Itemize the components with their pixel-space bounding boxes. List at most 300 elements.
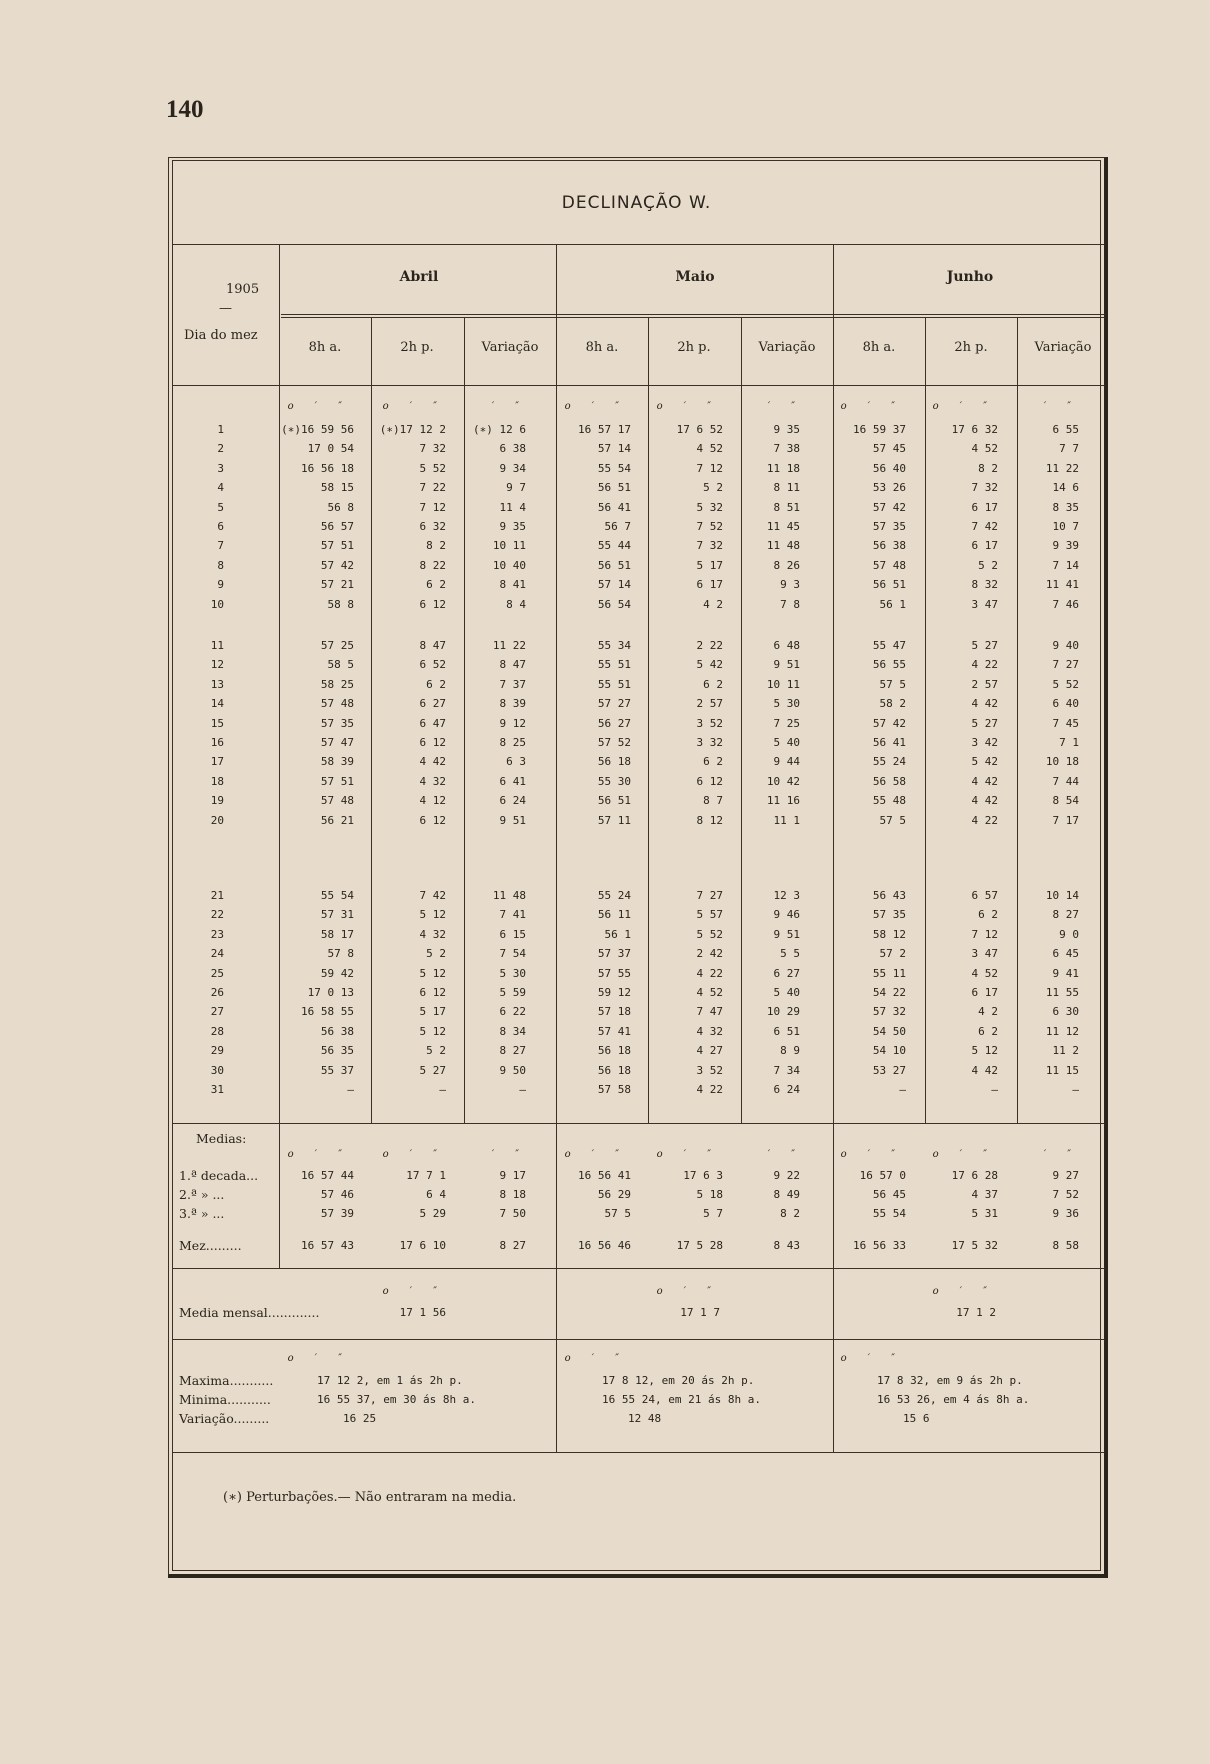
table-cell: 6 12	[419, 986, 446, 999]
table-cell: 55 37	[320, 1063, 354, 1077]
table-cell: 8 41	[499, 578, 526, 592]
unit-marks: o ′ ″	[656, 401, 720, 412]
table-cell: 6 2	[426, 677, 446, 691]
day-number: 29	[210, 1044, 224, 1058]
table-cell: 57 27	[597, 697, 631, 711]
table-cell: 57 42	[320, 558, 354, 572]
header-rule	[173, 244, 1105, 245]
table-cell: 7 41	[499, 908, 526, 922]
media-mensal-value: 17 1 56	[399, 1306, 446, 1319]
table-cell: 8 47	[419, 639, 446, 652]
footnote: (∗) Perturbações.— Não entraram na media.	[223, 1490, 517, 1505]
mez-cell: 17 5 28	[676, 1239, 723, 1252]
media-mensal-label: Media mensal.............	[179, 1305, 320, 1320]
table-cell: 4 22	[696, 966, 723, 980]
table-cell: 5 2	[978, 558, 998, 572]
table-cell: 11 18	[766, 461, 800, 475]
table-cell: 6 2	[978, 908, 998, 922]
month-header: Junho	[946, 269, 994, 285]
day-number: 12	[210, 658, 224, 672]
table-cell: 10 29	[766, 1005, 800, 1019]
table-cell: 7 52	[696, 520, 723, 533]
table-cell: 57 18	[597, 1005, 631, 1019]
table-cell: 6 32	[419, 520, 446, 533]
table-cell: —	[1072, 1083, 1079, 1096]
unit-marks: ′ ″	[1043, 401, 1080, 412]
table-cell: 6 2	[703, 677, 723, 691]
table-cell: 6 55	[1052, 423, 1079, 436]
table-cell: 7 25	[773, 716, 800, 730]
table-cell: 9 46	[773, 908, 800, 922]
table-cell: 57 51	[320, 774, 354, 788]
extreme-value: 16 25	[343, 1412, 377, 1425]
table-cell: 55 44	[597, 539, 631, 553]
unit-marks: o ′ ″	[382, 401, 446, 412]
table-cell: 4 32	[696, 1024, 723, 1038]
table-cell: 5 52	[1052, 677, 1079, 691]
table-frame: DECLINAÇÃO W. 1905 — Dia do mez Abril Maio Junho 8h a. 2h p. Variação 8h a. 2h p. Variação 8h a. 2h p. Variação o ′ ″ o ′ ″ ′ ″ o ′ ″ o ′ ″ ′ ″ o ′ ″ o ′ ″ ′ ″ 1 (∗)16 59 56 (∗)17 12 2 (∗) 12 6 16 57 17 17 6 52 9 35 16 59 37 17 6 32 6 55 2 17 0 54 7 32 6 38 57 14 4 52 7 38 57 45 4 52 7 7 3 16 56 18 5 52 9 34 55 54 7 12 11 18 56 40 8 2 11 22 4 58 15 7 22 9 7 56 51 5 2 8 11 53 26 7 32 14 6 5 56 8 7 12 11 4 56 41 5 32 8 51 57 42 6 17 8 35 6 56 57 6 32 9 35 56 7 7 52 11 45 57 35 7 42 10 7 7 57 51 8 2 10 11 55 44 7 32 11 48 56 38 6 17 9 39 8 57 42 8 22 10 40 56 51 5 17 8 26 57 48 5 2 7 14 9 57 21 6 2 8 41 57 14 6 17 9 3 56 51 8 32 11 41 10 58 8 6 12 8 4 56 54 4 2 7 8 56 1 3 47 7 46 11 57 25 8 47 11 22 55 34 2 22 6 48 55 47 5 27 9 40 12 58 5 6 52 8 47 55 51 5 42 9 51 56 55 4 22 7 27 13 58 25 6 2 7 37 55 51 6 2 10 11 57 5 2 57 5 52 14 57 48 6 27 8 39 57 27 2 57 5 30 58 2 4 42 6 40 15 57 35 6 47 9 12 56 27 3 52 7 25 57 42 5 27 7 45 16 57 47 6 12 8 25 57 52 3 32 5 40 56 41 3 42 7 1 17 58 39 4 42 6 3 56 18 6 2 9 44 55 24 5 42 10 18 18 57 51 4 32 6 41 55 30 6 12 10 42 56 58 4 42 7 44 19 57 48 4 12 6 24 56 51 8 7 11 16 55 48 4 42 8 54 20 56 21 6 12 9 51 57 11 8 12 11 1 57 5 4 22 7 17 21 55 54 7 42 11 48 55 24 7 27 12 3 56 43 6 57 10 14 22 57 31 5 12 7 41 56 11 5 57 9 46 57 35 6 2 8 27 23 58 17 4 32 6 15 56 1 5 52 9 51 58 12 7 12 9 0 24 57 8 5 2 7 54 57 37 2 42 5 5 57 2 3 47 6 45 25 59 42 5 12 5 30 57 55 4 22 6 27 55 11 4 52 9 41 26 17 0 13 6 12 5 59 59 12 4 52 5 40 54 22 6 17 11 55 27 16 58 55 5 17 6 22 57 18 7 47 10 29 57 32 4 2 6 30 28 56 38 5 12 8 34 57 41 4 32 6 51 54 50 6 2 11 12 29 56 35 5 2 8 27 56 18 4 27 8 9 54 10 5 12 11 2 30 55 37 5 27 9 50 56 18 3 52 7 34 53 27 4 42 11 15 31 — — — 57 58 4 22 6 24 — — — Medias: o ′ ″ o ′ ″ ′ ″ o ′ ″ o ′ ″ ′ ″ o ′ ″ o ′ ″ ′ ″ 1.ª decada... 16 57 44 17 7 1 9 17 16 56 41 17 6 3 9 22 16 57 0 17 6 28 9 27 2.ª » ... 57 46 6 4 8 18 56 29 5 18 8 49 56 45 4 37 7 52 3.ª » ... 57 39 5 29 7 50 57 5 5 7 8 2 55 54 5 31 9 36 Mez......... 16 57 43 17 6 10 8 27 16 56 46 17 5 28 8 43 16 56 33 17 5 32 8 58 Media mensal............. o ′ ″ 17 1 56 o ′ ″ 17 1 7 o ′ ″ 17 1 2 Maxima........... Minima........... Variação......... o ′ ″ 17 12 2, em 1 ás 2h p. 16 55 37, em 30 ás 8h a. 16 25 o ′ ″ 17 8 12, em 20 ás 2h p. 16 55 24, em 21 ás 8h a. 12 48 o ′ ″ 17 8 32, em 9 ás 2h p. 16 53 26, em 4 ás 8h a. 15 6 (∗) Perturbações.— Não entraram na media.	[168, 157, 1108, 1578]
table-cell: 7 42	[419, 889, 446, 902]
medias-cell: 57 5	[604, 1207, 631, 1220]
table-cell: 8 11	[773, 481, 800, 495]
table-cell: 11 16	[766, 794, 800, 808]
sub-header: Variação	[1034, 340, 1092, 355]
table-cell: 5 27	[971, 639, 998, 652]
medias-cell: 57 39	[320, 1207, 354, 1220]
table-cell: 7 45	[1052, 716, 1079, 730]
table-cell: 2 57	[696, 697, 723, 711]
table-cell: 11 4	[499, 500, 526, 514]
table-cell: 58 15	[320, 481, 354, 495]
table-cell: 5 52	[696, 927, 723, 941]
table-cell: 56 51	[597, 794, 631, 808]
table-cell: 10 14	[1045, 889, 1079, 902]
table-cell: 9 12	[499, 716, 526, 730]
extreme-value: 15 6	[903, 1412, 930, 1425]
unit-marks: o ′ ″	[382, 1286, 446, 1297]
unit-marks: ′ ″	[767, 1149, 804, 1160]
day-header: Dia do mez	[184, 328, 258, 343]
day-number: 2	[217, 442, 224, 456]
unit-marks: o ′ ″	[840, 1149, 904, 1160]
table-cell: 57 45	[872, 442, 906, 456]
sub-header: Variação	[758, 340, 816, 355]
table-cell: 16 59 37	[853, 423, 906, 436]
table-cell: 58 25	[320, 677, 354, 691]
day-number: 4	[217, 481, 224, 495]
table-cell: 2 22	[696, 639, 723, 652]
table-cell: 7 37	[499, 677, 526, 691]
table-cell: 6 51	[773, 1024, 800, 1038]
table-cell: 5 30	[773, 697, 800, 711]
day-number: 14	[210, 697, 224, 711]
table-cell: 57 11	[597, 813, 631, 827]
table-cell: 9 0	[1059, 927, 1079, 941]
table-cell: 8 2	[426, 539, 446, 553]
unit-marks: o ′ ″	[656, 1149, 720, 1160]
table-cell: 5 42	[971, 755, 998, 769]
medias-cell: 56 29	[597, 1188, 631, 1201]
table-cell: 6 12	[696, 774, 723, 788]
table-cell: 57 48	[320, 697, 354, 711]
day-number: 15	[210, 716, 224, 730]
table-cell: 11 45	[766, 520, 800, 533]
day-number: 8	[217, 558, 224, 572]
day-number: 17	[210, 755, 224, 769]
table-cell: 7 42	[971, 520, 998, 533]
table-cell: 10 7	[1052, 520, 1079, 533]
table-cell: 5 40	[773, 736, 800, 749]
day-number: 6	[217, 520, 224, 533]
table-cell: 12 3	[773, 889, 800, 902]
table-cell: 14 6	[1052, 481, 1079, 495]
table-cell: 4 52	[696, 442, 723, 456]
day-number: 28	[210, 1024, 224, 1038]
medias-cell: 5 18	[696, 1188, 723, 1201]
table-cell: 9 44	[773, 755, 800, 769]
table-cell: 9 41	[1052, 966, 1079, 980]
unit-marks: ′ ″	[767, 401, 804, 412]
table-cell: 7 12	[971, 927, 998, 941]
table-cell: 4 42	[971, 697, 998, 711]
table-cell: 11 15	[1045, 1063, 1079, 1077]
table-cell: 7 17	[1052, 813, 1079, 827]
table-cell: 56 41	[872, 736, 906, 749]
table-cell: 10 11	[766, 677, 800, 691]
table-cell: 56 38	[872, 539, 906, 553]
table-cell: 8 39	[499, 697, 526, 711]
table-cell: 7 22	[419, 481, 446, 495]
mez-cell: 8 27	[499, 1239, 526, 1252]
table-cell: 6 12	[419, 813, 446, 827]
unit-marks: o ′ ″	[840, 401, 904, 412]
medias-cell: 5 31	[971, 1207, 998, 1220]
table-cell: 11 12	[1045, 1024, 1079, 1038]
extreme-label: Variação.........	[179, 1411, 270, 1426]
table-cell: 5 12	[419, 966, 446, 980]
table-cell: 57 52	[597, 736, 631, 749]
year-dash: —	[219, 301, 232, 316]
table-cell: 59 42	[320, 966, 354, 980]
table-cell: 55 54	[320, 889, 354, 902]
table-cell: 8 27	[499, 1044, 526, 1058]
table-cell: 56 1	[604, 927, 631, 941]
table-cell: 5 57	[696, 908, 723, 922]
extreme-label: Minima...........	[179, 1392, 271, 1407]
table-cell: 5 17	[696, 558, 723, 572]
table-cell: 5 52	[419, 461, 446, 475]
table-cell: 9 7	[506, 481, 526, 495]
day-number: 19	[210, 794, 224, 808]
table-cell: 9 51	[773, 658, 800, 672]
abril-maio-rule	[556, 244, 557, 1452]
table-cell: 17 6 52	[676, 423, 723, 436]
table-cell: 53 27	[872, 1063, 906, 1077]
month-rule	[281, 314, 1105, 315]
table-cell: 58 5	[327, 658, 354, 672]
table-cell: 4 42	[971, 774, 998, 788]
table-cell: 9 34	[499, 461, 526, 475]
table-cell: 6 30	[1052, 1005, 1079, 1019]
table-cell: 6 15	[499, 927, 526, 941]
table-cell: 55 24	[872, 755, 906, 769]
table-cell: 4 52	[696, 986, 723, 999]
day-number: 1	[217, 423, 224, 436]
day-number: 20	[210, 813, 224, 827]
unit-marks: ′ ″	[491, 401, 528, 412]
table-cell: 4 42	[971, 1063, 998, 1077]
table-cell: 57 31	[320, 908, 354, 922]
mez-cell: 16 56 46	[578, 1239, 631, 1252]
table-cell: 56 55	[872, 658, 906, 672]
table-cell: 8 32	[971, 578, 998, 592]
table-cell: 16 57 17	[578, 423, 631, 436]
table-cell: 8 54	[1052, 794, 1079, 808]
medias-cell: 17 6 3	[683, 1169, 723, 1182]
table-cell: 6 17	[696, 578, 723, 592]
table-cell: 4 27	[696, 1044, 723, 1058]
mez-cell: 17 6 10	[399, 1239, 446, 1252]
unit-marks: ′ ″	[491, 1149, 528, 1160]
table-cell: 10 18	[1045, 755, 1079, 769]
table-cell: 5 12	[419, 1024, 446, 1038]
table-cell: 8 22	[419, 558, 446, 572]
table-cell: 17 0 13	[307, 986, 354, 999]
table-cell: 11 48	[766, 539, 800, 553]
table-cell: 57 14	[597, 442, 631, 456]
data-bottom-rule	[173, 1123, 1105, 1124]
day-number: 21	[210, 889, 224, 902]
table-cell: 6 24	[773, 1083, 800, 1096]
table-cell: 5 2	[426, 1044, 446, 1058]
table-cell: 7 46	[1052, 597, 1079, 611]
table-cell: 56 51	[597, 481, 631, 495]
sub-header: 8h a.	[585, 340, 619, 355]
table-cell: 4 42	[419, 755, 446, 769]
table-cell: 57 48	[872, 558, 906, 572]
table-cell: 7 12	[696, 461, 723, 475]
unit-marks: o ′ ″	[932, 401, 996, 412]
table-cell: 7 1	[1059, 736, 1079, 749]
table-cell: 55 30	[597, 774, 631, 788]
table-cell: 55 11	[872, 966, 906, 980]
maio-junho-rule	[833, 244, 834, 1452]
table-cell: 6 17	[971, 986, 998, 999]
table-cell: 6 2	[978, 1024, 998, 1038]
table-cell: 57 37	[597, 947, 631, 961]
table-cell: 7 54	[499, 947, 526, 961]
table-cell: 3 42	[971, 736, 998, 749]
table-cell: 5 59	[499, 986, 526, 999]
sub-header: Variação	[481, 340, 539, 355]
decada-label: 2.ª » ...	[179, 1187, 225, 1202]
table-cell: 58 17	[320, 927, 354, 941]
table-cell: 56 11	[597, 908, 631, 922]
decada-label: 3.ª » ...	[179, 1206, 225, 1221]
table-cell: 8 26	[773, 558, 800, 572]
table-cell: 57 25	[320, 639, 354, 652]
table-cell: 2 42	[696, 947, 723, 961]
table-cell: 9 51	[773, 927, 800, 941]
table-cell: 6 3	[506, 755, 526, 769]
medias-cell: 8 18	[499, 1188, 526, 1201]
table-cell: 7 32	[971, 481, 998, 495]
table-cell: 56 58	[872, 774, 906, 788]
unit-marks: o ′ ″	[287, 1353, 351, 1364]
table-cell: 56 18	[597, 755, 631, 769]
table-cell: 57 8	[327, 947, 354, 961]
table-cell: 9 50	[499, 1063, 526, 1077]
table-cell: 6 24	[499, 794, 526, 808]
table-cell: 3 47	[971, 597, 998, 611]
table-cell: 11 2	[1052, 1044, 1079, 1058]
table-cell: 56 7	[604, 520, 631, 533]
table-cell: 5 12	[971, 1044, 998, 1058]
table-cell: 58 12	[872, 927, 906, 941]
medias-cell: 5 7	[703, 1207, 723, 1220]
table-cell: 9 35	[499, 520, 526, 533]
sub-header: 2h p.	[677, 340, 711, 355]
table-cell: 8 9	[780, 1044, 800, 1058]
medias-cell: 9 27	[1052, 1169, 1079, 1182]
table-cell: 5 2	[426, 947, 446, 961]
table-cell: 4 2	[978, 1005, 998, 1019]
table-cell: 5 27	[971, 716, 998, 730]
day-number: 9	[217, 578, 224, 592]
table-cell: —	[347, 1083, 354, 1096]
extreme-value: 12 48	[628, 1412, 662, 1425]
table-cell: 55 51	[597, 658, 631, 672]
sub-column-rule	[648, 317, 649, 1123]
table-cell: 7 8	[780, 597, 800, 611]
table-cell: 6 27	[773, 966, 800, 980]
table-cell: —	[439, 1083, 446, 1096]
extreme-value: 16 55 24, em 21 ás 8h a.	[602, 1393, 761, 1406]
table-cell: 11 55	[1045, 986, 1079, 999]
table-cell: 56 38	[320, 1024, 354, 1038]
table-cell: 3 32	[696, 736, 723, 749]
table-cell: 6 17	[971, 539, 998, 553]
medias-cell: 7 52	[1052, 1188, 1079, 1201]
table-cell: 57 55	[597, 966, 631, 980]
table-cell: 8 4	[506, 597, 526, 611]
day-number: 31	[210, 1083, 224, 1096]
sub-header: 8h a.	[862, 340, 896, 355]
table-cell: 7 27	[1052, 658, 1079, 672]
table-cell: 7 44	[1052, 774, 1079, 788]
table-cell: 56 27	[597, 716, 631, 730]
table-cell: 56 18	[597, 1063, 631, 1077]
medias-cell: 7 50	[499, 1207, 526, 1220]
table-cell: 56 40	[872, 461, 906, 475]
table-cell: 56 54	[597, 597, 631, 611]
table-cell: 56 21	[320, 813, 354, 827]
table-cell: —	[519, 1083, 526, 1096]
table-cell: 10 11	[492, 539, 526, 553]
table-cell: 6 48	[773, 639, 800, 652]
table-cell: (∗)17 12 2	[379, 423, 446, 436]
table-cell: 2 57	[971, 677, 998, 691]
table-cell: 10 42	[766, 774, 800, 788]
table-cell: 57 47	[320, 736, 354, 749]
table-cell: 6 57	[971, 889, 998, 902]
table-cell: 5 40	[773, 986, 800, 999]
table-cell: 11 48	[492, 889, 526, 902]
table-cell: 58 2	[879, 697, 906, 711]
day-number: 27	[210, 1005, 224, 1019]
table-cell: 8 7	[703, 794, 723, 808]
table-cell: 58 8	[327, 597, 354, 611]
table-cell: 57 5	[879, 813, 906, 827]
table-cell: 57 14	[597, 578, 631, 592]
extreme-value: 16 53 26, em 4 ás 8h a.	[877, 1393, 1030, 1406]
table-cell: 7 27	[696, 889, 723, 902]
unit-marks: o ′ ″	[656, 1286, 720, 1297]
table-cell: 55 47	[872, 639, 906, 652]
table-cell: 56 57	[320, 520, 354, 533]
table-cell: 11 22	[1045, 461, 1079, 475]
day-number: 23	[210, 927, 224, 941]
table-cell: 11 41	[1045, 578, 1079, 592]
table-cell: 5 42	[696, 658, 723, 672]
day-number: 5	[217, 500, 224, 514]
page-number: 140	[166, 96, 204, 123]
unit-marks: o ′ ″	[932, 1286, 996, 1297]
medias-cell: 17 6 28	[951, 1169, 998, 1182]
table-cell: 59 12	[597, 986, 631, 999]
table-cell: 7 32	[419, 442, 446, 456]
table-cell: 6 17	[971, 500, 998, 514]
media-mensal-value: 17 1 7	[680, 1306, 720, 1319]
medias-cell: 8 2	[780, 1207, 800, 1220]
table-cell: 6 38	[499, 442, 526, 456]
medias-cell: 16 57 0	[859, 1169, 906, 1182]
table-cell: 11 22	[492, 639, 526, 652]
table-cell: 9 51	[499, 813, 526, 827]
extreme-value: 17 8 32, em 9 ás 2h p.	[877, 1374, 1023, 1387]
table-cell: 9 35	[773, 423, 800, 436]
mez-cell: 16 57 43	[301, 1239, 354, 1252]
day-number: 13	[210, 677, 224, 691]
table-cell: 16 56 18	[301, 461, 354, 475]
unit-marks: o ′ ″	[287, 401, 351, 412]
table-cell: 7 7	[1059, 442, 1079, 456]
table-cell: 6 2	[426, 578, 446, 592]
table-cell: 6 47	[419, 716, 446, 730]
table-cell: 57 42	[872, 500, 906, 514]
unit-marks: o ′ ″	[932, 1149, 996, 1160]
table-cell: 56 35	[320, 1044, 354, 1058]
table-cell: 3 52	[696, 716, 723, 730]
table-cell: 8 47	[499, 658, 526, 672]
unit-marks: ′ ″	[1043, 1149, 1080, 1160]
medias-cell: 9 36	[1052, 1207, 1079, 1220]
sub-header: 2h p.	[400, 340, 434, 355]
table-cell: 56 1	[879, 597, 906, 611]
table-cell: 56 18	[597, 1044, 631, 1058]
medias-cell: 16 57 44	[301, 1169, 354, 1182]
table-cell: 4 52	[971, 966, 998, 980]
table-cell: 6 12	[419, 597, 446, 611]
extreme-value: 16 55 37, em 30 ás 8h a.	[317, 1393, 476, 1406]
day-number: 30	[210, 1063, 224, 1077]
table-cell: 55 54	[597, 461, 631, 475]
medias-cell: 5 29	[419, 1207, 446, 1220]
table-cell: 55 51	[597, 677, 631, 691]
table-cell: 57 41	[597, 1024, 631, 1038]
table-cell: 7 47	[696, 1005, 723, 1019]
table-cell: 56 41	[597, 500, 631, 514]
